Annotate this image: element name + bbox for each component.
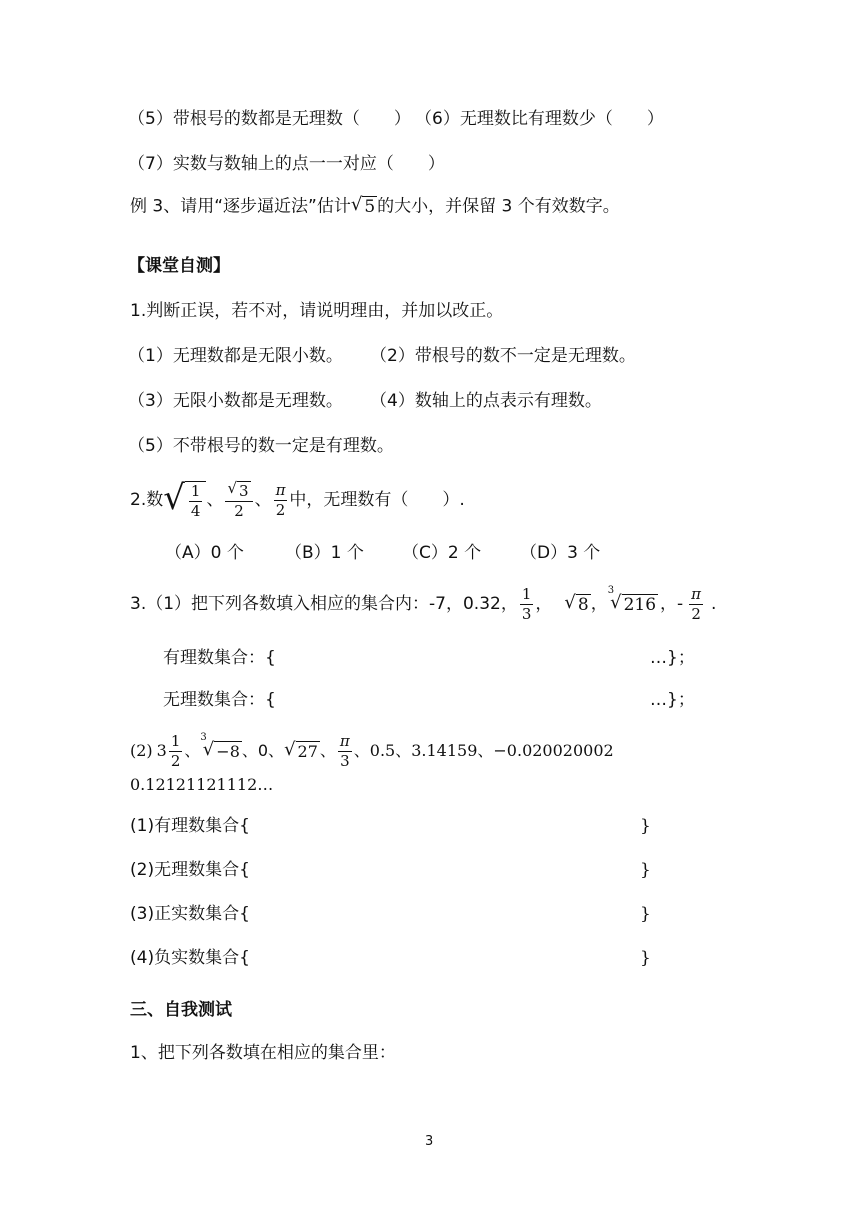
q2-option-c: （C）2 个 xyxy=(402,543,482,563)
example-3 xyxy=(130,196,620,217)
example-3-text-b: 的大小，并保留 3 个有效数字。 xyxy=(377,196,620,217)
judgement-item-5: （5）带根号的数都是无理数（ ） xyxy=(128,109,411,129)
question-1-stem: 1.判断正误，若不对，请说明理由，并加以改正。 xyxy=(130,301,504,321)
q2-option-b: （B）1 个 xyxy=(285,543,364,563)
set-rational-close: } xyxy=(640,816,651,836)
fraction-pi-over-2: $\frac{\pi}{2}$ xyxy=(275,480,286,519)
cube-root-216: 3 √ 216 xyxy=(607,584,657,615)
set-rational: (1)有理数集合{ xyxy=(130,816,250,836)
set-irrational-close: } xyxy=(640,860,651,880)
fraction-one-third: $\frac{1}{3}$ xyxy=(521,584,532,623)
irrational-set-end: …}； xyxy=(650,690,695,710)
question-3-part-2-line2: 0.12121121112… xyxy=(130,775,274,794)
rational-set-end: …}； xyxy=(650,648,695,668)
fraction-pi-over-2-neg: $\frac{\pi}{2}$ xyxy=(691,584,702,623)
fraction-sqrt3-over-2: √ 3 2 xyxy=(225,481,252,520)
q2-option-d: （D）3 个 xyxy=(520,543,601,563)
page-number: 3 xyxy=(425,1134,434,1149)
set-negative-real-close: } xyxy=(640,948,651,968)
question-3-part-2: (2) 3 $\frac{1}{2}$ 、 3 √ −8 、0、 √ 27 、 $\frac{\pi}{3}$ 、0.5、3.14159、−0.020020002 xyxy=(130,731,614,770)
self-test-question-1: 1、把下列各数填在相应的集合里： xyxy=(130,1043,396,1063)
section-classroom-test: 【课堂自测】 xyxy=(128,256,230,276)
sqrt-5: √ 5 xyxy=(350,194,376,217)
q1-item-5: （5）不带根号的数一定是有理数。 xyxy=(128,436,394,456)
judgement-item-6: （6）无理数比有理数少（ ） xyxy=(415,109,664,129)
question-3-stem: 3.（1）把下列各数填入相应的集合内：-7，0.32， $\frac{1}{3}$ ， √ 8 ， 3 √ 216 ，- $\frac{\pi}{2}$ . xyxy=(130,584,717,623)
fraction-pi-over-3: $\frac{\pi}{3}$ xyxy=(339,731,350,770)
sqrt-8: √ 8 xyxy=(564,591,589,615)
irrational-set-label: 无理数集合：{ xyxy=(163,690,276,710)
q1-item-3: （3）无限小数都是无理数。 xyxy=(128,391,343,411)
rational-set-label: 有理数集合：{ xyxy=(163,648,276,668)
q1-item-4: （4）数轴上的点表示有理数。 xyxy=(370,391,602,411)
q2-option-a: （A）0 个 xyxy=(165,543,244,563)
set-irrational: (2)无理数集合{ xyxy=(130,860,250,880)
example-3-text-a: 例 3、请用“逐步逼近法”估计 xyxy=(130,196,351,217)
q1-item-2: （2）带根号的数不一定是无理数。 xyxy=(370,346,636,366)
set-positive-real: (3)正实数集合{ xyxy=(130,904,250,924)
set-positive-real-close: } xyxy=(640,904,651,924)
q1-item-1: （1）无理数都是无限小数。 xyxy=(128,346,343,366)
sqrt-one-quarter: √ $\frac{1}{4}$ xyxy=(163,481,206,519)
section-self-test: 三、自我测试 xyxy=(130,1000,232,1020)
cube-root-neg8: 3 √ −8 xyxy=(200,732,240,762)
mixed-fraction-half: $\frac{1}{2}$ xyxy=(170,731,181,770)
sqrt-27: √ 27 xyxy=(284,739,318,762)
set-negative-real: (4)负实数集合{ xyxy=(130,948,250,968)
question-2-stem: 2.数 √ $\frac{1}{4}$ 、 √ 3 2 、 $\frac{\pi}{2}$ 中，无理数有（ ）. xyxy=(130,478,465,521)
judgement-item-7: （7）实数与数轴上的点一一对应（ ） xyxy=(128,154,445,174)
